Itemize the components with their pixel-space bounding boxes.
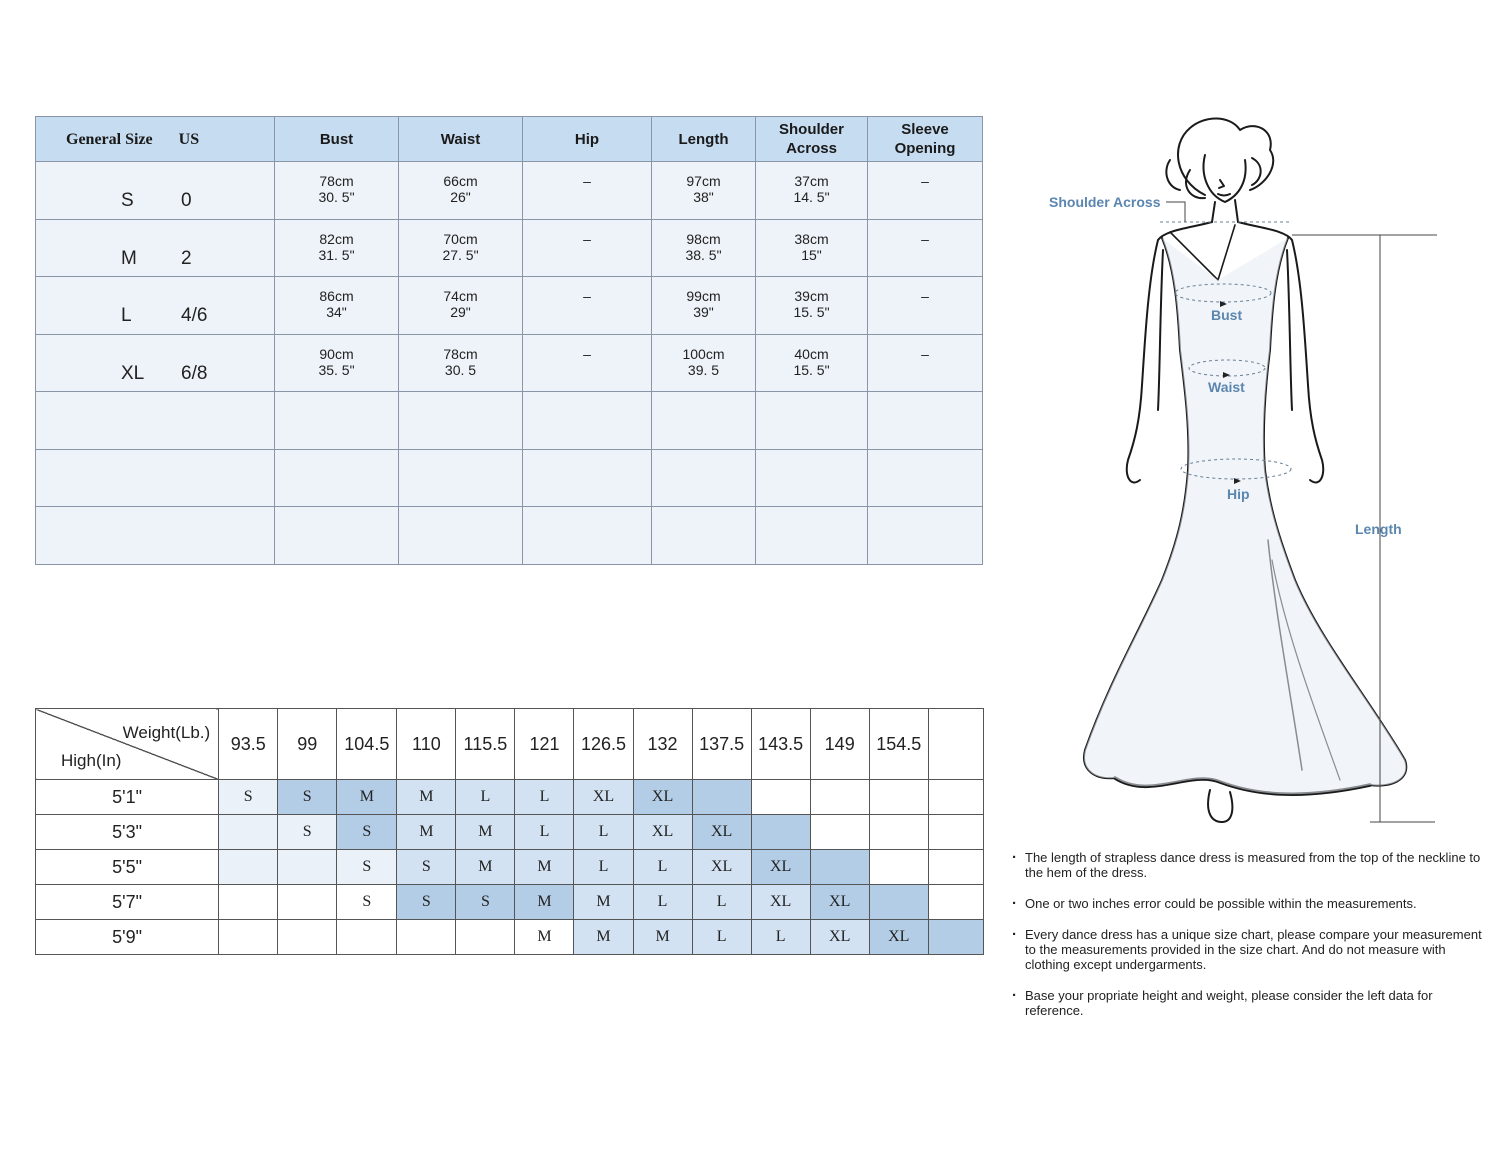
hip-value: – bbox=[583, 345, 591, 362]
measurement-notes bbox=[1012, 850, 1482, 1034]
height-row bbox=[36, 885, 984, 920]
sleeve-opening-header bbox=[868, 117, 983, 162]
size-recommendation-cell: L bbox=[515, 815, 574, 850]
waist-cm: 70cm bbox=[443, 230, 478, 247]
waist-cell bbox=[399, 162, 523, 220]
size-recommendation-cell bbox=[810, 815, 869, 850]
size-recommendation-cell: M bbox=[456, 850, 515, 885]
weight-header-cell: 99 bbox=[278, 709, 337, 780]
size-recommendation-cell: S bbox=[456, 885, 515, 920]
shoulder-cell bbox=[756, 277, 868, 335]
empty-size-row bbox=[36, 507, 983, 565]
length-inch: 39. 5 bbox=[687, 361, 720, 378]
size-recommendation-cell: S bbox=[397, 850, 456, 885]
bust-inch: 35. 5" bbox=[318, 361, 355, 378]
empty-cell bbox=[868, 449, 983, 507]
length-cm: 98cm bbox=[686, 230, 721, 247]
weight-header-cell: 126.5 bbox=[574, 709, 633, 780]
height-row bbox=[36, 815, 984, 850]
shoulder-across-label: Shoulder Across bbox=[1049, 194, 1161, 210]
size-recommendation-cell bbox=[869, 850, 928, 885]
sleeve-value: – bbox=[921, 173, 929, 190]
empty-cell bbox=[523, 507, 652, 565]
bust-label: Bust bbox=[1211, 307, 1243, 323]
size-recommendation-cell bbox=[397, 920, 456, 955]
size-recommendation-cell bbox=[278, 920, 337, 955]
bust-inch: 30. 5" bbox=[318, 189, 355, 206]
size-row bbox=[36, 277, 983, 335]
shoulder-cell bbox=[756, 334, 868, 392]
size-recommendation-cell: XL bbox=[574, 780, 633, 815]
size-recommendation-cell: XL bbox=[633, 780, 692, 815]
general-size-cell bbox=[36, 334, 275, 392]
empty-cell bbox=[399, 507, 523, 565]
empty-cell bbox=[36, 507, 275, 565]
sleeve-value: – bbox=[921, 288, 929, 305]
waist-value bbox=[442, 231, 478, 263]
size-recommendation-cell: M bbox=[515, 850, 574, 885]
size-recommendation-cell: S bbox=[397, 885, 456, 920]
general-size-cell bbox=[36, 277, 275, 335]
weight-header-cell: 93.5 bbox=[219, 709, 278, 780]
size-row bbox=[36, 334, 983, 392]
shoulder-across-header bbox=[756, 117, 868, 162]
empty-cell bbox=[275, 449, 399, 507]
size-recommendation-cell: M bbox=[515, 920, 574, 955]
size-recommendation-cell: L bbox=[515, 780, 574, 815]
waist-value bbox=[443, 346, 477, 378]
hip-cell bbox=[523, 277, 652, 335]
shoulder-cm: 39cm bbox=[794, 288, 829, 305]
weight-header-cell: 137.5 bbox=[692, 709, 751, 780]
size-chart-header-row bbox=[36, 117, 983, 162]
weight-height-table bbox=[35, 708, 984, 955]
shoulder-cm: 38cm bbox=[794, 230, 829, 247]
length-cm: 100cm bbox=[682, 345, 725, 362]
size-recommendation-cell bbox=[456, 920, 515, 955]
size-recommendation-cell: L bbox=[692, 920, 751, 955]
empty-cell bbox=[756, 392, 868, 450]
waist-inch: 30. 5 bbox=[444, 361, 477, 378]
dress-silhouette-illustration bbox=[1040, 110, 1490, 830]
size-recommendation-cell bbox=[928, 780, 983, 815]
length-header: Length bbox=[652, 117, 756, 162]
bust-value bbox=[318, 231, 354, 263]
hip-cell bbox=[523, 162, 652, 220]
size-recommendation-cell: L bbox=[574, 815, 633, 850]
hip-label: Hip bbox=[1227, 486, 1250, 502]
size-recommendation-cell: S bbox=[219, 780, 278, 815]
length-value bbox=[685, 231, 721, 263]
shoulder-value bbox=[793, 346, 829, 378]
weight-height-corner-cell bbox=[36, 709, 219, 780]
size-recommendation-cell: M bbox=[574, 920, 633, 955]
hip-header: Hip bbox=[523, 117, 652, 162]
height-row bbox=[36, 780, 984, 815]
note-item: . The length of strapless dance dress is measured from the top of the neckline to the hem of the dress. bbox=[1012, 850, 1482, 880]
length-value bbox=[686, 173, 720, 205]
size-recommendation-cell: XL bbox=[869, 920, 928, 955]
shoulder-value bbox=[793, 288, 829, 320]
height-axis-label: High(In) bbox=[61, 751, 122, 770]
empty-cell bbox=[868, 392, 983, 450]
waist-cm: 74cm bbox=[443, 288, 478, 305]
us-size-value: 0 bbox=[181, 190, 192, 212]
size-recommendation-cell bbox=[219, 850, 278, 885]
hip-cell bbox=[523, 334, 652, 392]
size-recommendation-cell: M bbox=[574, 885, 633, 920]
empty-size-row bbox=[36, 449, 983, 507]
length-value bbox=[682, 346, 724, 378]
weight-axis-label: Weight(Lb.) bbox=[122, 723, 211, 742]
general-size-cell bbox=[36, 162, 275, 220]
length-cell bbox=[652, 334, 756, 392]
note-item: . Base your propriate height and weight, please consider the left data for reference. bbox=[1012, 988, 1482, 1018]
bust-value bbox=[318, 173, 354, 205]
bust-inch: 34" bbox=[326, 304, 347, 321]
length-cell bbox=[652, 162, 756, 220]
hip-cell bbox=[523, 219, 652, 277]
shoulder-cell bbox=[756, 219, 868, 277]
sleeve-cell bbox=[868, 277, 983, 335]
sleeve-header-line2: Opening bbox=[894, 140, 956, 157]
empty-size-row bbox=[36, 392, 983, 450]
shoulder-inch: 15" bbox=[801, 246, 822, 263]
length-cell bbox=[652, 219, 756, 277]
bust-cm: 86cm bbox=[319, 288, 354, 305]
size-label: L bbox=[121, 305, 132, 327]
sleeve-header-line1: Sleeve bbox=[901, 121, 949, 138]
note-item: . Every dance dress has a unique size chart, please compare your measurement to the measurements provided in the size chart. And do not measure with clothing except undergarments. bbox=[1012, 927, 1482, 972]
size-recommendation-cell: L bbox=[456, 780, 515, 815]
bust-cm: 78cm bbox=[319, 173, 354, 190]
length-inch: 38. 5" bbox=[685, 246, 722, 263]
shoulder-value bbox=[794, 231, 828, 263]
size-recommendation-cell bbox=[869, 885, 928, 920]
empty-cell bbox=[652, 392, 756, 450]
height-cell: 5'3" bbox=[36, 815, 219, 850]
size-recommendation-cell: M bbox=[456, 815, 515, 850]
weight-header-cell bbox=[928, 709, 983, 780]
size-recommendation-cell bbox=[219, 920, 278, 955]
size-recommendation-cell bbox=[810, 850, 869, 885]
height-cell: 5'7" bbox=[36, 885, 219, 920]
waist-header: Waist bbox=[399, 117, 523, 162]
weight-header-cell: 132 bbox=[633, 709, 692, 780]
bust-cm: 82cm bbox=[319, 230, 354, 247]
empty-cell bbox=[275, 392, 399, 450]
size-recommendation-cell bbox=[337, 920, 397, 955]
bust-cell bbox=[275, 162, 399, 220]
hip-value: – bbox=[583, 288, 591, 305]
size-recommendation-cell bbox=[928, 885, 983, 920]
size-recommendation-cell: L bbox=[633, 885, 692, 920]
size-recommendation-cell: M bbox=[633, 920, 692, 955]
size-recommendation-cell: XL bbox=[810, 920, 869, 955]
size-chart-table bbox=[35, 116, 983, 565]
size-label: M bbox=[121, 247, 137, 269]
size-recommendation-cell bbox=[751, 780, 810, 815]
empty-cell bbox=[275, 507, 399, 565]
height-row bbox=[36, 920, 984, 955]
waist-value bbox=[443, 173, 477, 205]
shoulder-header-line2: Across bbox=[786, 140, 837, 157]
size-recommendation-cell bbox=[928, 920, 983, 955]
height-cell: 5'9" bbox=[36, 920, 219, 955]
size-recommendation-cell bbox=[869, 780, 928, 815]
waist-inch: 27. 5" bbox=[442, 246, 479, 263]
us-size-value: 2 bbox=[181, 247, 192, 269]
shoulder-cell bbox=[756, 162, 868, 220]
empty-cell bbox=[399, 392, 523, 450]
size-recommendation-cell bbox=[869, 815, 928, 850]
bust-cm: 90cm bbox=[319, 345, 354, 362]
length-cm: 99cm bbox=[686, 288, 721, 305]
empty-cell bbox=[36, 449, 275, 507]
bust-header: Bust bbox=[275, 117, 399, 162]
empty-cell bbox=[523, 449, 652, 507]
size-recommendation-cell bbox=[692, 780, 751, 815]
weight-header-cell: 115.5 bbox=[456, 709, 515, 780]
length-value bbox=[686, 288, 720, 320]
empty-cell bbox=[523, 392, 652, 450]
shoulder-header-line1: Shoulder bbox=[778, 121, 844, 138]
empty-cell bbox=[399, 449, 523, 507]
dress-measurement-figure bbox=[1040, 110, 1490, 830]
length-inch: 39" bbox=[693, 304, 714, 321]
waist-value bbox=[443, 288, 477, 320]
weight-header-cell: 149 bbox=[810, 709, 869, 780]
waist-cell bbox=[399, 219, 523, 277]
sleeve-value: – bbox=[921, 345, 929, 362]
size-recommendation-cell: M bbox=[397, 780, 456, 815]
size-recommendation-cell: L bbox=[633, 850, 692, 885]
shoulder-inch: 14. 5" bbox=[793, 189, 830, 206]
waist-inch: 26" bbox=[450, 189, 471, 206]
note-item: . One or two inches error could be possible within the measurements. bbox=[1012, 896, 1482, 911]
bust-value bbox=[319, 288, 353, 320]
waist-label: Waist bbox=[1208, 379, 1245, 395]
weight-header-cell: 154.5 bbox=[869, 709, 928, 780]
size-row bbox=[36, 162, 983, 220]
bust-cell bbox=[275, 277, 399, 335]
weight-header-row bbox=[36, 709, 984, 780]
hip-value: – bbox=[583, 230, 591, 247]
size-recommendation-cell: S bbox=[278, 780, 337, 815]
sleeve-cell bbox=[868, 219, 983, 277]
sleeve-value: – bbox=[921, 230, 929, 247]
weight-header-cell: 121 bbox=[515, 709, 574, 780]
bust-cell bbox=[275, 219, 399, 277]
size-recommendation-cell bbox=[219, 885, 278, 920]
shoulder-inch: 15. 5" bbox=[793, 361, 830, 378]
waist-cm: 66cm bbox=[443, 173, 478, 190]
length-inch: 38" bbox=[693, 189, 714, 206]
size-recommendation-cell: XL bbox=[751, 850, 810, 885]
size-recommendation-cell bbox=[278, 885, 337, 920]
size-recommendation-cell: M bbox=[515, 885, 574, 920]
length-cm: 97cm bbox=[686, 173, 721, 190]
shoulder-inch: 15. 5" bbox=[793, 304, 830, 321]
size-recommendation-cell: L bbox=[751, 920, 810, 955]
general-size-cell bbox=[36, 219, 275, 277]
size-recommendation-cell bbox=[928, 850, 983, 885]
empty-cell bbox=[868, 507, 983, 565]
shoulder-cm: 40cm bbox=[794, 345, 829, 362]
size-recommendation-cell: L bbox=[692, 885, 751, 920]
size-recommendation-cell bbox=[219, 815, 278, 850]
empty-cell bbox=[652, 449, 756, 507]
length-cell bbox=[652, 277, 756, 335]
weight-header-cell: 110 bbox=[397, 709, 456, 780]
size-recommendation-cell: XL bbox=[692, 850, 751, 885]
bust-value bbox=[318, 346, 354, 378]
shoulder-cm: 37cm bbox=[794, 173, 829, 190]
bust-inch: 31. 5" bbox=[318, 246, 355, 263]
sleeve-cell bbox=[868, 334, 983, 392]
size-recommendation-cell: XL bbox=[633, 815, 692, 850]
us-size-label: US bbox=[178, 130, 200, 148]
height-row bbox=[36, 850, 984, 885]
size-recommendation-cell: L bbox=[574, 850, 633, 885]
size-recommendation-cell: XL bbox=[751, 885, 810, 920]
us-size-value: 6/8 bbox=[181, 362, 208, 384]
general-size-label: General Size bbox=[66, 130, 153, 148]
size-recommendation-cell: S bbox=[337, 850, 397, 885]
weight-header-cell: 143.5 bbox=[751, 709, 810, 780]
hip-value: – bbox=[583, 173, 591, 190]
general-size-header bbox=[36, 117, 275, 162]
size-row bbox=[36, 219, 983, 277]
size-recommendation-cell bbox=[751, 815, 810, 850]
sleeve-cell bbox=[868, 162, 983, 220]
empty-cell bbox=[756, 449, 868, 507]
length-label: Length bbox=[1355, 521, 1402, 537]
size-recommendation-cell: M bbox=[337, 780, 397, 815]
size-recommendation-cell: S bbox=[278, 815, 337, 850]
size-recommendation-cell: S bbox=[337, 885, 397, 920]
size-label: S bbox=[121, 190, 134, 212]
us-size-value: 4/6 bbox=[181, 305, 208, 327]
size-recommendation-cell: XL bbox=[810, 885, 869, 920]
bust-cell bbox=[275, 334, 399, 392]
weight-header-cell: 104.5 bbox=[337, 709, 397, 780]
size-recommendation-cell bbox=[810, 780, 869, 815]
height-cell: 5'5" bbox=[36, 850, 219, 885]
waist-cm: 78cm bbox=[443, 345, 478, 362]
size-recommendation-cell: S bbox=[337, 815, 397, 850]
shoulder-value bbox=[793, 173, 829, 205]
empty-cell bbox=[756, 507, 868, 565]
size-recommendation-cell: M bbox=[397, 815, 456, 850]
height-cell: 5'1" bbox=[36, 780, 219, 815]
waist-cell bbox=[399, 334, 523, 392]
waist-inch: 29" bbox=[450, 304, 471, 321]
waist-cell bbox=[399, 277, 523, 335]
size-recommendation-cell bbox=[928, 815, 983, 850]
size-label: XL bbox=[121, 362, 145, 384]
empty-cell bbox=[652, 507, 756, 565]
empty-cell bbox=[36, 392, 275, 450]
size-recommendation-cell: XL bbox=[692, 815, 751, 850]
size-recommendation-cell bbox=[278, 850, 337, 885]
